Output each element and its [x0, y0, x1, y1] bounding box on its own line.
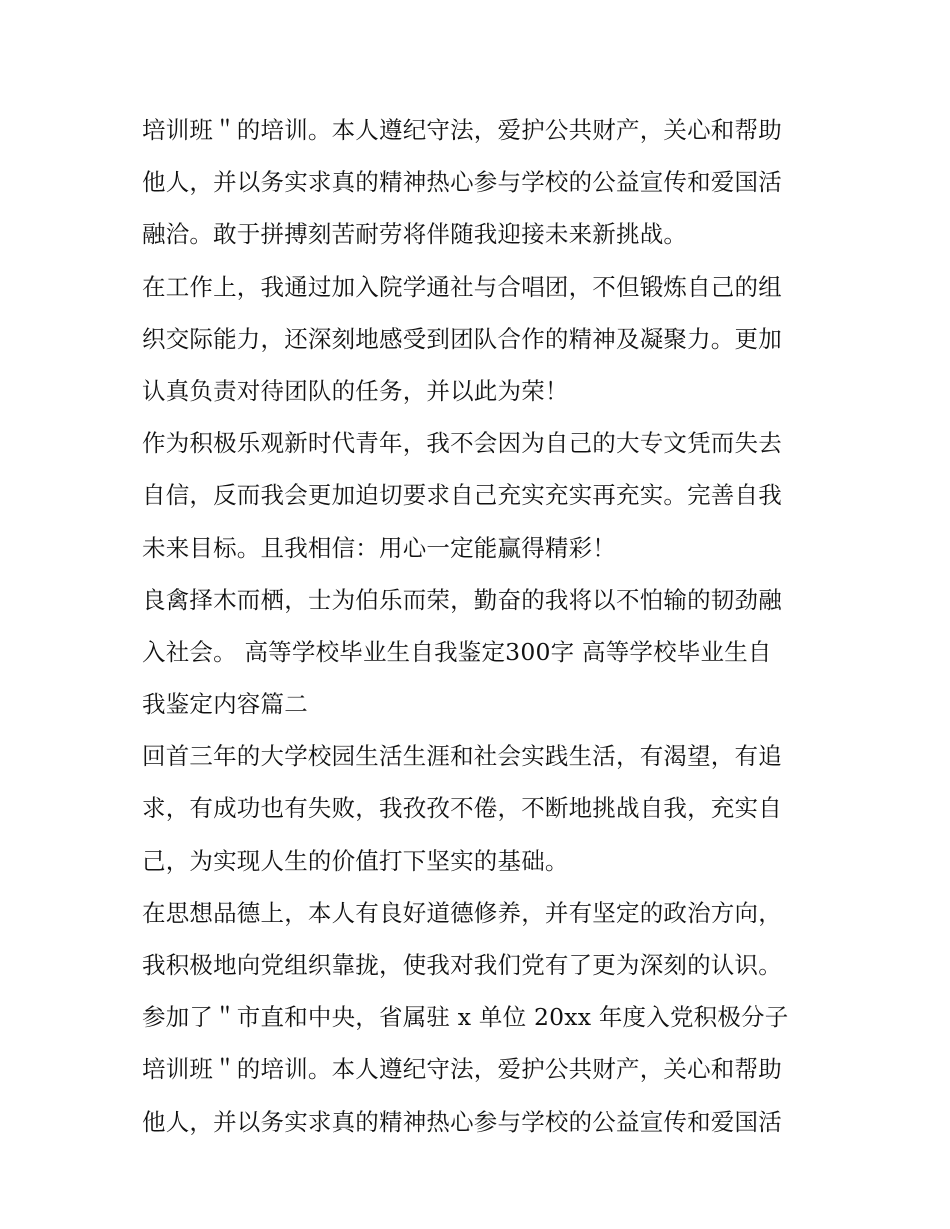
text-line: 作为积极乐观新时代青年，我不会因为自己的大专文凭而失去: [142, 429, 782, 458]
text-line: 入社会。 高等学校毕业生自我鉴定300字 高等学校毕业生自: [142, 637, 772, 666]
text-line: 回首三年的大学校园生活生涯和社会实践生活，有渴望，有追: [142, 742, 782, 771]
text-line: 认真负责对待团队的任务，并以此为荣！: [142, 376, 569, 405]
text-line: 参加了＂市直和中央，省属驻 x 单位 20xx 年度入党积极分子: [142, 1003, 789, 1032]
text-line: 在思想品德上，本人有良好道德修养，并有坚定的政治方向，: [142, 898, 782, 927]
text-line: 培训班＂的培训。本人遵纪守法，爱护公共财产，关心和帮助: [142, 1055, 782, 1084]
text-line: 我鉴定内容篇二: [142, 690, 308, 719]
text-line: 他人，并以务实求真的精神热心参与学校的公益宣传和爱国活: [142, 168, 782, 197]
text-line: 自信，反而我会更加迫切要求自己充实充实再充实。完善自我: [142, 481, 782, 510]
text-line: 培训班＂的培训。本人遵纪守法，爱护公共财产，关心和帮助: [142, 116, 782, 144]
text-line: 求，有成功也有失败，我孜孜不倦，不断地挑战自我，充实自: [142, 794, 782, 823]
text-line: 他人，并以务实求真的精神热心参与学校的公益宣传和爱国活: [142, 1107, 782, 1136]
text-line: 织交际能力，还深刻地感受到团队合作的精神及凝聚力。更加: [142, 324, 782, 353]
text-line: 融洽。敢于拼搏刻苦耐劳将伴随我迎接未来新挑战。: [142, 220, 688, 249]
text-line: 在工作上，我通过加入院学通社与合唱团，不但锻炼自己的组: [142, 272, 782, 301]
text-line: 我积极地向党组织靠拢，使我对我们党有了更为深刻的认识。: [142, 951, 782, 979]
text-line: 未来目标。且我相信：用心一定能赢得精彩！: [142, 533, 616, 562]
text-line: 己，为实现人生的价值打下坚实的基础。: [142, 846, 569, 875]
text-line: 良禽择木而栖，士为伯乐而荣，勤奋的我将以不怕输的韧劲融: [142, 585, 782, 614]
document-body: [142, 104, 818, 1148]
